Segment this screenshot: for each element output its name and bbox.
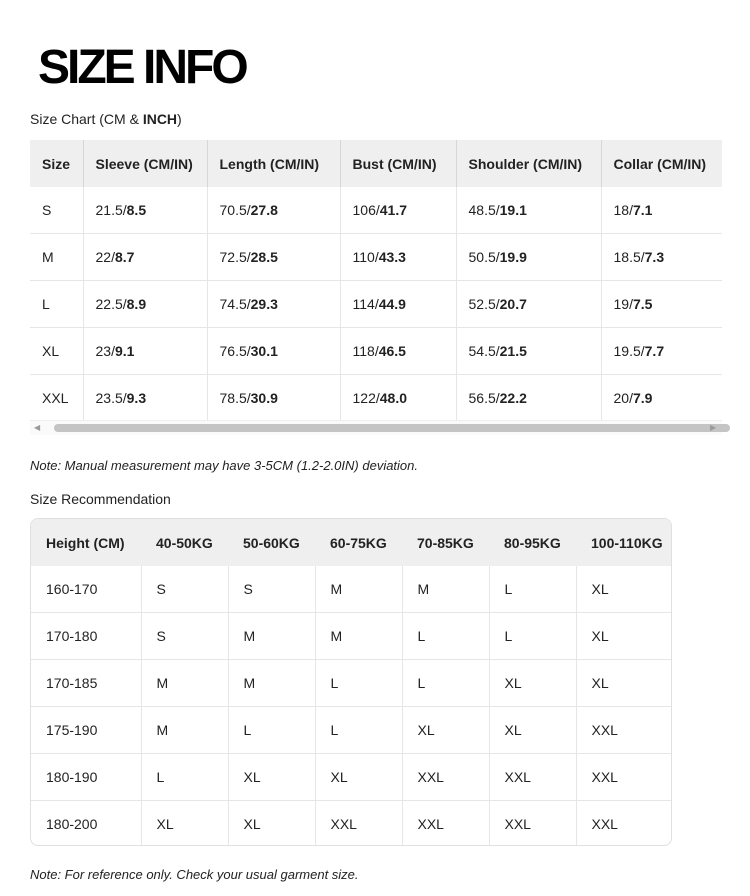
- measurement-note: Note: Manual measurement may have 3-5CM (1.2-2.0IN) deviation.: [30, 458, 419, 473]
- value-cell: 106/41.7: [340, 187, 456, 234]
- height-cell: 160-170: [31, 566, 141, 613]
- header-shoulder: Shoulder (CM/IN): [456, 140, 601, 187]
- header-weight: 80-95KG: [489, 519, 576, 566]
- size-cell: XL: [576, 566, 671, 613]
- value-cell: 18/7.1: [601, 187, 722, 234]
- recommendation-table-container: [30, 518, 672, 846]
- size-chart-label: Size Chart (CM & INCH): [30, 111, 182, 127]
- size-chart-scroll-area[interactable]: [30, 140, 722, 420]
- size-cell: XL: [576, 613, 671, 660]
- size-cell: XL: [489, 707, 576, 754]
- size-cell: XXL: [30, 375, 83, 421]
- table-row: [31, 566, 671, 613]
- value-cell: 19.5/7.7: [601, 328, 722, 375]
- size-cell: XL: [228, 801, 315, 847]
- table-row: [30, 328, 722, 375]
- header-bust: Bust (CM/IN): [340, 140, 456, 187]
- size-cell: L: [489, 566, 576, 613]
- value-cell: 70.5/27.8: [207, 187, 340, 234]
- table-row: [31, 613, 671, 660]
- value-cell: 21.5/8.5: [83, 187, 207, 234]
- size-cell: M: [228, 660, 315, 707]
- reference-note: Note: For reference only. Check your usual garment size.: [30, 867, 359, 882]
- size-cell: XXL: [489, 801, 576, 847]
- size-cell: XXL: [402, 754, 489, 801]
- size-cell: M: [30, 234, 83, 281]
- value-cell: 52.5/20.7: [456, 281, 601, 328]
- value-cell: 56.5/22.2: [456, 375, 601, 421]
- size-cell: M: [315, 566, 402, 613]
- table-row: [30, 375, 722, 421]
- size-cell: L: [402, 613, 489, 660]
- size-cell: S: [228, 566, 315, 613]
- recommendation-table: [31, 519, 671, 846]
- value-cell: 19/7.5: [601, 281, 722, 328]
- table-row: [31, 707, 671, 754]
- size-cell: XXL: [315, 801, 402, 847]
- size-cell: XL: [576, 660, 671, 707]
- size-cell: XXL: [576, 754, 671, 801]
- size-cell: XXL: [402, 801, 489, 847]
- scroll-left-icon[interactable]: ◀: [34, 423, 41, 432]
- height-cell: 170-180: [31, 613, 141, 660]
- header-collar: Collar (CM/IN): [601, 140, 722, 187]
- header-weight: 50-60KG: [228, 519, 315, 566]
- table-row: [30, 187, 722, 234]
- value-cell: 78.5/30.9: [207, 375, 340, 421]
- size-cell: L: [30, 281, 83, 328]
- height-cell: 180-190: [31, 754, 141, 801]
- horizontal-scrollbar[interactable]: [30, 420, 722, 435]
- size-cell: XL: [228, 754, 315, 801]
- header-size: Size: [30, 140, 83, 187]
- value-cell: 122/48.0: [340, 375, 456, 421]
- size-cell: M: [315, 613, 402, 660]
- size-chart-header-row: [30, 140, 722, 187]
- scroll-right-icon[interactable]: ▶: [710, 423, 717, 432]
- table-row: [30, 234, 722, 281]
- size-cell: XL: [315, 754, 402, 801]
- value-cell: 23.5/9.3: [83, 375, 207, 421]
- value-cell: 48.5/19.1: [456, 187, 601, 234]
- value-cell: 114/44.9: [340, 281, 456, 328]
- value-cell: 110/43.3: [340, 234, 456, 281]
- size-cell: L: [402, 660, 489, 707]
- header-height: Height (CM): [31, 519, 141, 566]
- size-cell: M: [141, 707, 228, 754]
- size-cell: XXL: [489, 754, 576, 801]
- size-cell: M: [402, 566, 489, 613]
- table-row: [31, 660, 671, 707]
- value-cell: 74.5/29.3: [207, 281, 340, 328]
- value-cell: 118/46.5: [340, 328, 456, 375]
- size-cell: L: [315, 707, 402, 754]
- header-weight: 40-50KG: [141, 519, 228, 566]
- value-cell: 22.5/8.9: [83, 281, 207, 328]
- height-cell: 175-190: [31, 707, 141, 754]
- size-cell: XL: [402, 707, 489, 754]
- size-cell: L: [489, 613, 576, 660]
- size-chart-table: [30, 140, 722, 420]
- value-cell: 72.5/28.5: [207, 234, 340, 281]
- size-cell: L: [141, 754, 228, 801]
- table-row: [31, 754, 671, 801]
- header-weight: 60-75KG: [315, 519, 402, 566]
- value-cell: 22/8.7: [83, 234, 207, 281]
- size-cell: XL: [489, 660, 576, 707]
- size-cell: L: [315, 660, 402, 707]
- height-cell: 170-185: [31, 660, 141, 707]
- size-recommendation-label: Size Recommendation: [30, 491, 171, 507]
- value-cell: 18.5/7.3: [601, 234, 722, 281]
- size-cell: XL: [141, 801, 228, 847]
- header-weight: 100-110KG: [576, 519, 671, 566]
- size-cell: S: [141, 613, 228, 660]
- header-sleeve: Sleeve (CM/IN): [83, 140, 207, 187]
- size-cell: M: [228, 613, 315, 660]
- value-cell: 54.5/21.5: [456, 328, 601, 375]
- height-cell: 180-200: [31, 801, 141, 847]
- size-cell: XXL: [591, 816, 618, 832]
- value-cell: 23/9.1: [83, 328, 207, 375]
- header-length: Length (CM/IN): [207, 140, 340, 187]
- size-cell: L: [228, 707, 315, 754]
- table-row: [30, 281, 722, 328]
- scrollbar-thumb[interactable]: [54, 424, 730, 432]
- size-cell: M: [141, 660, 228, 707]
- size-cell: XL: [30, 328, 83, 375]
- size-cell: XXL: [576, 707, 671, 754]
- value-cell: 76.5/30.1: [207, 328, 340, 375]
- size-cell: S: [141, 566, 228, 613]
- value-cell: 50.5/19.9: [456, 234, 601, 281]
- page-title: SIZE INFO: [38, 41, 246, 94]
- header-weight: 70-85KG: [402, 519, 489, 566]
- size-cell: S: [30, 187, 83, 234]
- recommendation-header-row: [31, 519, 671, 566]
- table-row: [31, 801, 671, 847]
- value-cell: 20/7.9: [601, 375, 722, 421]
